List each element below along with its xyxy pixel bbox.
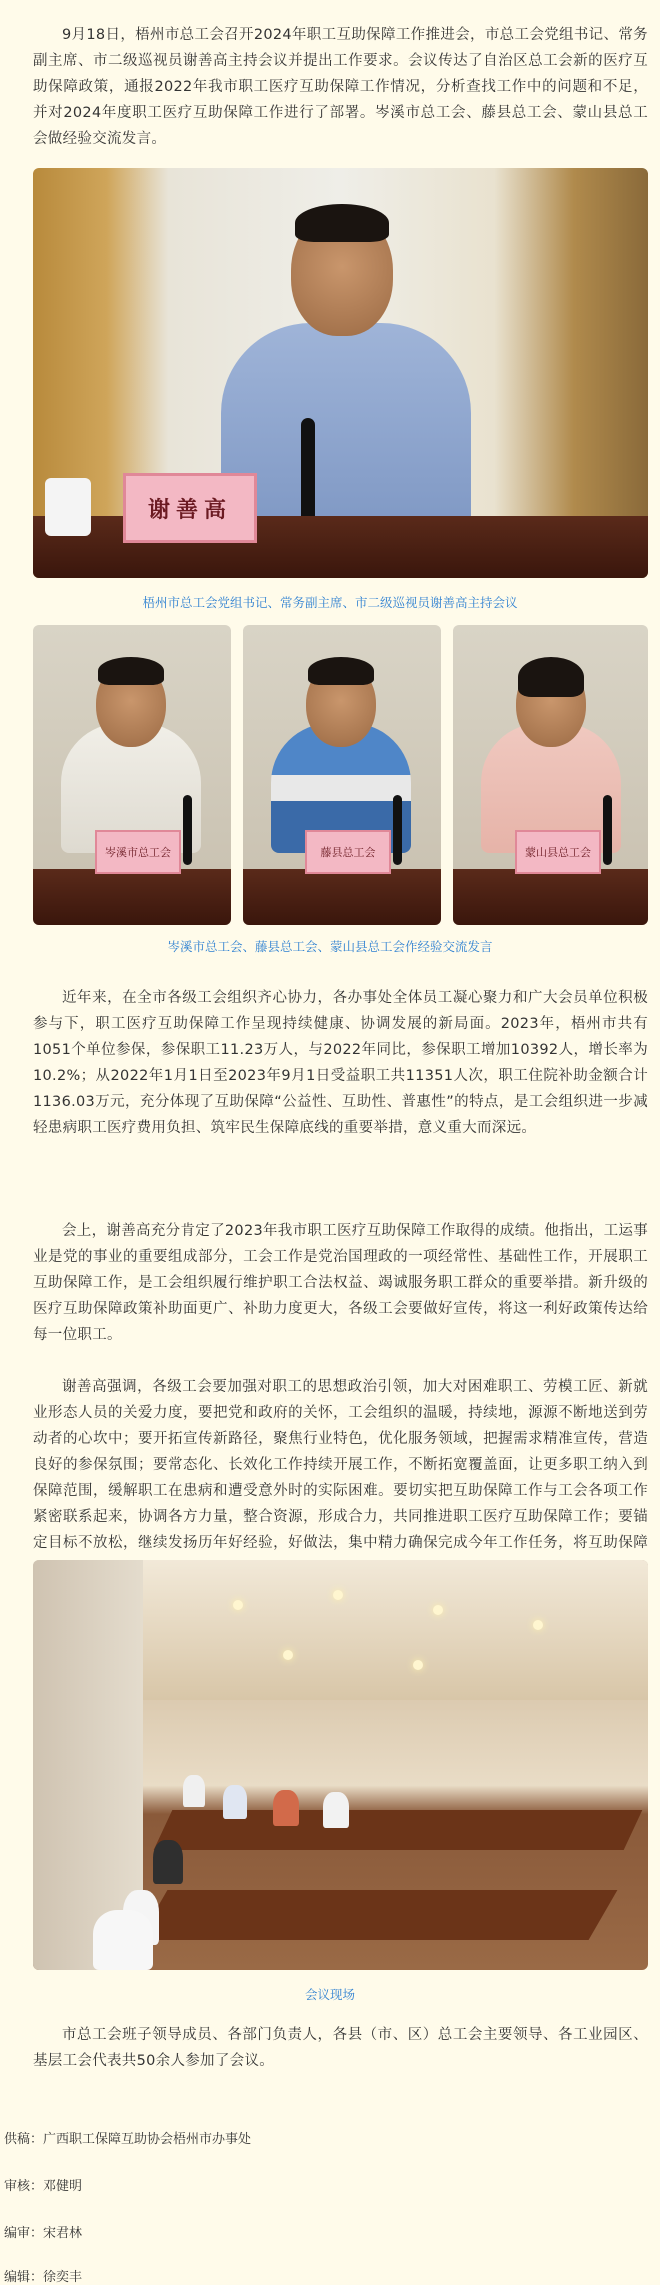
paragraph-2: 近年来，在全市各级工会组织齐心协力，各办事处全体员工凝心聚力和广大会员单位积极参与下，职工医疗互助保障工作呈现持续健康、协调发展的新局面。2023年，梧州市共有1051个单位参保，参保职工11.23万人，与2022年同比，参保职工增加10392人，增长率为10.2%；从2022年1月1日至2023年9月1日受益职工共11351人次，职工住院补助金额合计1136.03万元，充分体现了互助保障“公益性、互助性、普惠性”的特点，是工会组织进一步减轻患病职工医疗费用负担、筑牢民生保障底线的重要举措，意义重大而深远。 (33, 990, 648, 1136)
meeting-caption: 会议现场 (304, 1987, 355, 2002)
photo-tengxian (243, 625, 441, 925)
paragraph-3-block (33, 1218, 648, 1348)
nameplate: 谢善高 (123, 473, 257, 543)
paragraph-4-block (33, 1374, 648, 1582)
paragraph-5-block (33, 2022, 648, 2074)
photo-cenxi (33, 625, 231, 925)
paragraph-2-block (33, 985, 648, 1141)
paragraph-5: 市总工会班子领导成员、各部门负责人，各县（市、区）总工会主要领导、各工业园区、基层工会代表共50余人参加了会议。 (33, 2027, 648, 2069)
photo1-caption: 梧州市总工会党组书记、常务副主席、市二级巡视员谢善高主持会议 (142, 595, 518, 610)
credit-reviewer: 审核：邓健明 (4, 2179, 83, 2194)
photo-meeting (33, 1560, 648, 1970)
intro-block (33, 22, 648, 152)
credit-source: 供稿：广西职工保障互助协会梧州市办事处 (4, 2132, 252, 2147)
credit-editor-review: 编审：宋君林 (4, 2226, 83, 2241)
nameplate-tengxian: 藤县总工会 (305, 830, 391, 874)
photo-mengshan (453, 625, 648, 925)
nameplate-cenxi: 岑溪市总工会 (95, 830, 181, 874)
photo-chairperson (33, 168, 648, 578)
paragraph-3: 会上，谢善高充分肯定了2023年我市职工医疗互助保障工作取得的成绩。他指出，工运事业是党的事业的重要组成部分，工会工作是党治国理政的一项经常性、基础性工作，开展职工互助保障工作，是工会组织履行维护职工合法权益、竭诚服务职工群众的重要举措。新升级的医疗互助保障政策补助面更广、补助力度更大，各级工会要做好宣传，将这一利好政策传达给每一位职工。 (33, 1223, 648, 1343)
photos-row-caption: 岑溪市总工会、藤县总工会、蒙山县总工会作经验交流发言 (167, 939, 493, 954)
credit-editor: 编辑：徐奕丰 (4, 2270, 83, 2285)
intro-paragraph: 9月18日，梧州市总工会召开2024年职工互助保障工作推进会，市总工会党组书记、常务副主席、市二级巡视员谢善高主持会议并提出工作要求。会议传达了自治区总工会新的医疗互助保障政策，通报2022年我市职工医疗互助保障工作情况，分析查找工作中的问题和不足，并对2024年度职工医疗互助保障工作进行了部署。岑溪市总工会、藤县总工会、蒙山县总工会做经验交流发言。 (33, 27, 648, 147)
nameplate-mengshan: 蒙山县总工会 (515, 830, 601, 874)
paragraph-4: 谢善高强调，各级工会要加强对职工的思想政治引领，加大对困难职工、劳模工匠、新就业形态人员的关爱力度，要把党和政府的关怀，工会组织的温暖，持续地，源源不断地送到劳动者的心坎中；要开拓宣传新路径，聚焦行业特色，优化服务领域，把握需求精准宣传，营造良好的参保氛围；要常态化、长效化工作持续开展工作，不断拓宽覆盖面，让更多职工纳入到保障范围，缓解职工在患病和遭受意外时的实际困难。要切实把互助保障工作与工会各项工作紧密联系起来，协调各方力量，整合资源，形成合力，共同推进职工医疗互助保障工作；要锚定目标不放松，继续发扬历年好经验，好做法，集中精力确保完成今年工作任务，将互助保障 (33, 1379, 648, 1551)
